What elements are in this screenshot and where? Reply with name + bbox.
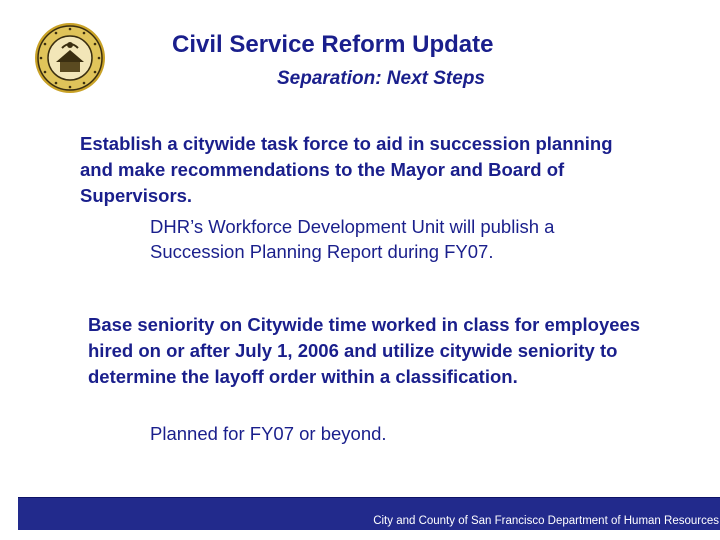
bullet-item: Base seniority on Citywide time worked in class for employees hired on or after July 1, 2006 and utilize citywide seniority to determine the layoff order within a classification. xyxy=(88,314,641,387)
page-subtitle: Separation: Next Steps xyxy=(277,68,485,89)
footer-text: City and County of San Francisco Department of Human Resources xyxy=(373,515,719,527)
page-title: Civil Service Reform Update xyxy=(172,31,494,58)
sub-bullet-item: Planned for FY07 or beyond. xyxy=(150,423,387,444)
bullet-item: Establish a citywide task force to aid in succession planning and make recommendations to the Mayor and Board of Supervisors. xyxy=(80,133,613,206)
city-seal-icon xyxy=(34,22,106,94)
footer-bar xyxy=(18,497,720,530)
sub-bullet-item: DHR’s Workforce Development Unit will publish a Succession Planning Report during FY07. xyxy=(150,216,555,262)
